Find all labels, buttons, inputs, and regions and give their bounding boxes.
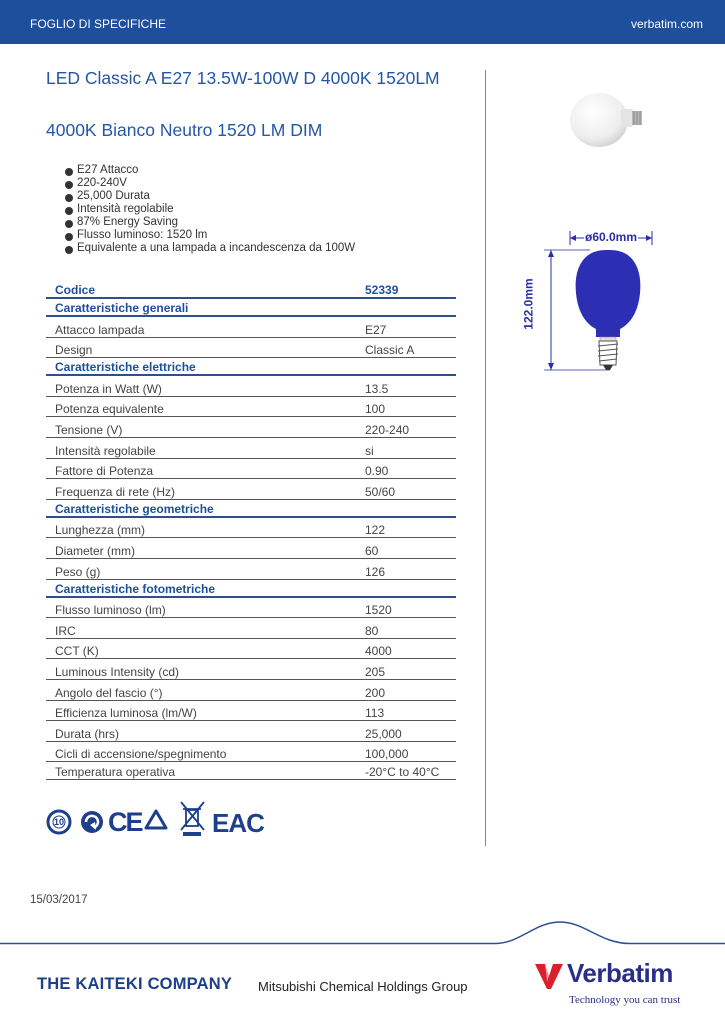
row-value: Classic A bbox=[356, 337, 456, 358]
recycle-triangle-icon bbox=[146, 811, 166, 828]
header-bar bbox=[0, 0, 725, 44]
row-label: Potenza in Watt (W) bbox=[46, 375, 356, 396]
row-label: Temperatura operativa bbox=[46, 762, 356, 780]
row-label: Luminous Intensity (cd) bbox=[46, 659, 356, 680]
length-label: 122.0mm bbox=[521, 278, 536, 330]
row-label: Durata (hrs) bbox=[46, 721, 356, 742]
row-value: 80 bbox=[356, 618, 456, 639]
row-value: 50/60 bbox=[356, 479, 456, 500]
footer-wave-line bbox=[0, 920, 725, 960]
table-row bbox=[46, 437, 456, 458]
row-label: Potenza equivalente bbox=[46, 396, 356, 417]
row-value: 60 bbox=[356, 538, 456, 559]
weee-bin-icon bbox=[181, 802, 204, 836]
bulb-photo bbox=[565, 82, 647, 152]
row-value: 113 bbox=[356, 700, 456, 721]
mitsubishi-group-label: Mitsubishi Chemical Holdings Group bbox=[258, 979, 468, 994]
row-value: si bbox=[356, 437, 456, 458]
table-row bbox=[46, 762, 456, 780]
table-row bbox=[46, 538, 456, 559]
table-row bbox=[46, 597, 456, 618]
feature-item: 25,000 Durata bbox=[65, 190, 365, 203]
feature-item: Equivalente a una lampada a incandescenza da 100W bbox=[65, 242, 365, 255]
ce-mark: CE bbox=[108, 807, 142, 837]
certification-marks bbox=[46, 800, 264, 840]
row-label: Fattore di Potenza bbox=[46, 458, 356, 479]
product-subtitle: 4000K Bianco Neutro 1520 LM DIM bbox=[46, 120, 323, 140]
feature-item: 220-240V bbox=[65, 177, 365, 190]
row-value: 1520 bbox=[356, 597, 456, 618]
table-row bbox=[46, 721, 456, 742]
feature-item: Intensità regolabile bbox=[65, 203, 365, 216]
table-row bbox=[46, 638, 456, 659]
table-row bbox=[46, 316, 456, 337]
row-value: E27 bbox=[356, 316, 456, 337]
feature-item: E27 Attacco bbox=[65, 164, 365, 177]
diameter-label: ø60.0mm bbox=[585, 230, 638, 244]
row-value: 122 bbox=[356, 517, 456, 538]
row-value: -20°C to 40°C bbox=[356, 762, 456, 780]
row-value: 25,000 bbox=[356, 721, 456, 742]
row-label: Cicli di accensione/spegnimento bbox=[46, 741, 356, 762]
code-row bbox=[46, 282, 456, 298]
feature-list bbox=[65, 164, 365, 255]
section-header bbox=[46, 579, 456, 597]
table-row bbox=[46, 396, 456, 417]
row-value: 220-240 bbox=[356, 417, 456, 438]
row-label: CCT (K) bbox=[46, 638, 356, 659]
section-title: Caratteristiche elettriche bbox=[46, 358, 456, 376]
row-label: Design bbox=[46, 337, 356, 358]
feature-item: Flusso luminoso: 1520 lm bbox=[65, 229, 365, 242]
section-header bbox=[46, 499, 456, 517]
row-value: 100 bbox=[356, 396, 456, 417]
section-title: Caratteristiche generali bbox=[46, 298, 456, 316]
row-label: Diameter (mm) bbox=[46, 538, 356, 559]
table-row bbox=[46, 458, 456, 479]
row-value: 13.5 bbox=[356, 375, 456, 396]
table-row bbox=[46, 679, 456, 700]
row-label: Efficienza luminosa (lm/W) bbox=[46, 700, 356, 721]
table-row bbox=[46, 659, 456, 680]
table-row bbox=[46, 618, 456, 639]
row-value: 0.90 bbox=[356, 458, 456, 479]
code-value: 52339 bbox=[356, 282, 456, 298]
row-label: Flusso luminoso (lm) bbox=[46, 597, 356, 618]
dimension-diagram bbox=[521, 225, 680, 375]
row-label: Tensione (V) bbox=[46, 417, 356, 438]
section-title: Caratteristiche geometriche bbox=[46, 499, 456, 517]
row-value: 100,000 bbox=[356, 741, 456, 762]
row-value: 200 bbox=[356, 679, 456, 700]
section-header bbox=[46, 298, 456, 316]
table-row bbox=[46, 700, 456, 721]
row-label: Attacco lampada bbox=[46, 316, 356, 337]
column-divider bbox=[485, 70, 486, 846]
product-title: LED Classic A E27 13.5W-100W D 4000K 1520LM bbox=[46, 68, 440, 88]
row-label: Lunghezza (mm) bbox=[46, 517, 356, 538]
lifetime-number: 10 bbox=[54, 817, 65, 827]
kaiteki-company-logo: THE KAITEKI COMPANY bbox=[37, 975, 233, 993]
verbatim-logo: Verbatim bbox=[567, 958, 673, 988]
recycle-arrow-icon bbox=[81, 811, 103, 833]
eac-mark: EAC bbox=[212, 808, 264, 838]
document-date: 15/03/2017 bbox=[30, 894, 88, 906]
section-header bbox=[46, 358, 456, 376]
spec-table bbox=[46, 282, 456, 780]
row-value: 4000 bbox=[356, 638, 456, 659]
row-value: 126 bbox=[356, 558, 456, 579]
feature-item: 87% Energy Saving bbox=[65, 216, 365, 229]
row-label: IRC bbox=[46, 618, 356, 639]
verbatim-v-logo-icon bbox=[533, 962, 565, 990]
verbatim-tagline: Technology you can trust bbox=[569, 994, 681, 1006]
section-title: Caratteristiche fotometriche bbox=[46, 579, 456, 597]
code-label: Codice bbox=[46, 282, 356, 298]
table-row bbox=[46, 517, 456, 538]
row-value: 205 bbox=[356, 659, 456, 680]
table-row bbox=[46, 741, 456, 762]
table-row bbox=[46, 558, 456, 579]
doc-type-label: FOGLIO DI SPECIFICHE bbox=[30, 17, 167, 31]
table-row bbox=[46, 479, 456, 500]
row-label: Peso (g) bbox=[46, 558, 356, 579]
row-label: Intensità regolabile bbox=[46, 437, 356, 458]
table-row bbox=[46, 375, 456, 396]
row-label: Frequenza di rete (Hz) bbox=[46, 479, 356, 500]
website-link[interactable]: verbatim.com bbox=[630, 17, 703, 31]
table-row bbox=[46, 417, 456, 438]
row-label: Angolo del fascio (°) bbox=[46, 679, 356, 700]
table-row bbox=[46, 337, 456, 358]
